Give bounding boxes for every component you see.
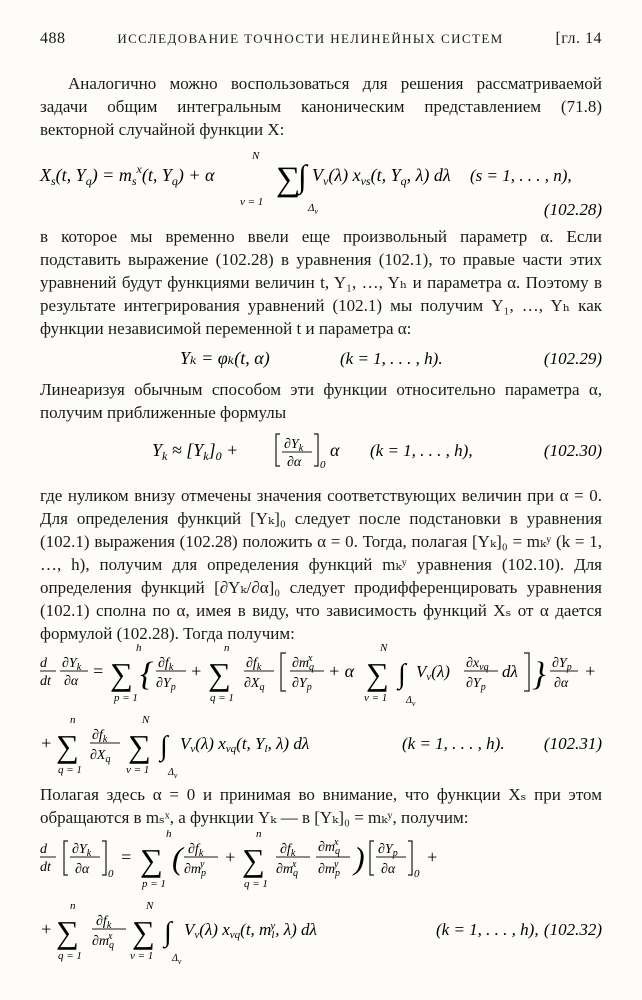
svg-text:q = 1: q = 1	[58, 950, 82, 962]
paragraph-1: Аналогично можно воспользоваться для решения рассматриваемой задачи общим интегральным каноническим представлением (71.8) векторной случайной функции X:	[40, 74, 602, 139]
svg-text:∂Yp: $\partial Y_p$	[552, 656, 572, 673]
svg-text:∂xνq: $\partial x_{\nu q}$	[466, 656, 489, 673]
svg-text:Vν(λ): Vν(λ)	[416, 662, 450, 683]
svg-text:): )	[354, 840, 365, 876]
svg-text:n: n	[70, 900, 76, 912]
sum-lower-q: q = 1	[210, 692, 234, 704]
svg-text:Δν: $\Delta_\nu$	[406, 695, 416, 708]
svg-text:∂mqx: $\partial m_qx$	[92, 931, 115, 951]
svg-text:∂Yp: $\partial Y_p$	[378, 842, 398, 859]
svg-text:∂fk: $\partial f_k$	[92, 728, 108, 745]
svg-text:d: d	[40, 656, 47, 671]
equation-body: Yₖ = φₖ(t, α)	[180, 348, 270, 368]
equation-range: (k = 1, . . . , h),	[370, 441, 473, 460]
equation-range: (k = 1, . . . , h).	[402, 734, 505, 753]
paragraph-2: в которое мы временно ввели еще произвольный параметр α. Если подставить выражение (102.28) в уравнения (102.1), то правые части этих уравнений будут функциями величин t, Y₁, …, Yₕ и параметра α. Поэтому в результате интегрирования уравнений (102.1) мы получим Y₁, …, Yₕ как функции независимой переменной t и параметра α:	[40, 227, 602, 338]
svg-text:N: N	[142, 714, 150, 726]
book-page	[40, 30, 602, 965]
svg-text:∂α: ∂α	[381, 862, 396, 877]
svg-text:Vν(λ) xνq(t, mly, λ) dλ: Vν(λ) xνq(t, mly, λ) dλ	[184, 920, 317, 941]
svg-text:q = 1: q = 1	[244, 878, 268, 890]
svg-text:∂Yk: $\partial Y_k$	[62, 656, 82, 673]
svg-text:∂Yp: $\partial Y_p$	[292, 676, 312, 693]
equation-102-31	[40, 642, 602, 780]
svg-text:=: =	[120, 847, 133, 867]
svg-text:dλ: dλ	[502, 662, 518, 681]
svg-text:∂mpy: $\partial m_py$	[184, 859, 207, 879]
svg-text:Yk ≈ [Yk]0 +: $Y_k \approx [Y_k]_0$ +	[152, 440, 239, 463]
svg-text:∂fk: $\partial f_k$	[280, 842, 296, 859]
svg-text:+: +	[40, 919, 53, 939]
svg-text:∂mqx: $\partial m_qx$	[292, 653, 315, 673]
svg-text:=: =	[92, 661, 105, 681]
svg-text:n: n	[70, 714, 76, 726]
svg-text:∂Yk: $\partial Y_k$	[284, 437, 304, 454]
paragraph-4: где нуликом внизу отмечены значения соответствующих величин при α = 0. Для определения функций [Yₖ]₀ следует после подстановки в уравнения (102.1) выражения (102.28) положить α = 0. Тогда, полагая [Yₖ]₀ = mₖʸ (k = 1, …, h), получим для определения функций mₖʸ уравнения (102.10). Для определения функций [∂Yₖ/∂α]₀ следует продифференцировать уравнения (102.1) сполна по α, имея в виду, что зависимость функций Xₛ от α дается формулой (102.28). Тогда получим:	[40, 486, 602, 643]
svg-text:+: +	[190, 661, 203, 681]
svg-text:∂Yk: $\partial Y_k$	[72, 842, 92, 859]
equation-number: (102.31)	[543, 734, 602, 753]
svg-text:∑: ∑	[366, 656, 389, 692]
svg-text:0: 0	[108, 868, 114, 880]
svg-text:∑: ∑	[56, 728, 79, 764]
svg-text:∑: ∑	[110, 656, 133, 692]
svg-text:ν = 1: ν = 1	[130, 950, 154, 962]
domain-subscript: ν	[314, 207, 319, 216]
sum-lower-nu: ν = 1	[126, 764, 150, 776]
svg-text:∂α: ∂α	[287, 455, 302, 470]
svg-text:N: N	[146, 900, 154, 912]
integral-domain	[307, 202, 318, 216]
equation-102-30	[40, 424, 602, 478]
svg-text:∫: ∫	[398, 659, 406, 690]
svg-text:(: (	[172, 840, 183, 876]
equation-range: (k = 1, . . . , h),	[436, 920, 539, 939]
equation-number: (102.29)	[543, 349, 602, 368]
equation-number: (102.28)	[543, 200, 602, 219]
svg-text:∂α: ∂α	[75, 862, 90, 877]
svg-text:∂α: ∂α	[64, 674, 79, 689]
svg-text:∑: ∑	[132, 914, 155, 950]
sum-upper-limit: N	[252, 150, 260, 162]
svg-text:}: }	[532, 656, 546, 693]
svg-text:dt: dt	[40, 674, 51, 689]
svg-text:∂fk: $\partial f_k$	[96, 914, 112, 931]
svg-text:∂Yp: $\partial Y_p$	[156, 676, 176, 693]
svg-text:+: +	[584, 661, 597, 681]
svg-text:∂fk: $\partial f_k$	[188, 842, 204, 859]
svg-text:{: {	[140, 656, 154, 693]
svg-text:∂Yp: $\partial Y_p$	[466, 676, 486, 693]
svg-text:Δν: $\Delta_\nu$	[168, 767, 178, 780]
svg-text:∂fk: $\partial f_k$	[246, 656, 262, 673]
chapter-label: [гл. 14	[555, 30, 602, 47]
svg-text:0: 0	[414, 868, 420, 880]
sum-upper-N: N	[380, 642, 388, 654]
svg-text:+: +	[426, 847, 439, 867]
svg-text:∂mqx: $\partial m_qx$	[318, 837, 341, 857]
svg-text:∫: ∫	[298, 158, 307, 194]
svg-text:∂mpy: $\partial m_py$	[318, 859, 341, 879]
svg-text:+ α: + α	[328, 661, 355, 681]
domain-symbol: Δ	[308, 202, 315, 214]
equation-102-29	[40, 340, 602, 374]
svg-text:∑: ∑	[140, 842, 163, 878]
equation-102-28	[40, 141, 602, 219]
svg-text:p = 1: p = 1	[142, 878, 166, 890]
svg-text:∂mqx: $\partial m_qx$	[276, 859, 299, 879]
svg-text:Vν(λ) xνq(t, Yl, λ) dλ: Vν(λ) xνq(t, Yl, λ) dλ	[180, 734, 310, 755]
svg-text:Xs(t, Yq) = msx(t, Yq) + α: $X_s(t$, $Y_q) = m_s^x(t$, $Y_q) + \alpha$	[40, 162, 215, 188]
svg-text:dt: dt	[40, 860, 51, 875]
sum-upper-h: h	[136, 642, 142, 654]
svg-text:∫: ∫	[164, 917, 172, 948]
sum-upper-n: n	[224, 642, 230, 654]
svg-text:∑: ∑	[56, 914, 79, 950]
svg-text:∑: ∑	[128, 728, 151, 764]
svg-text:∂fk: $\partial f_k$	[158, 656, 174, 673]
svg-text:∂α: ∂α	[554, 676, 569, 691]
sum-lower-limit: ν = 1	[240, 196, 264, 208]
svg-text:+: +	[224, 847, 237, 867]
paragraph-3: Линеаризуя обычным способом эти функции относительно параметра α, получим приближенные формулы	[40, 380, 602, 422]
running-title: ИССЛЕДОВАНИЕ ТОЧНОСТИ НЕЛИНЕЙНЫХ СИСТЕМ	[117, 31, 504, 46]
svg-text:+: +	[40, 733, 53, 753]
equation-range: (s = 1, . . . , n),	[470, 166, 572, 185]
svg-text:∫: ∫	[160, 731, 168, 762]
svg-text:0: 0	[320, 459, 326, 471]
svg-text:Vν(λ) xνs(t, Yq, λ) dλ: $V_\nu(\lambda)$ $x_{\nu s}(t$, $Y_q$, λ) dλ	[312, 165, 451, 188]
svg-text:ν = 1: ν = 1	[364, 692, 388, 704]
svg-text:∂Xq: $\partial X_q$	[244, 676, 265, 693]
svg-text:∑: ∑	[276, 161, 301, 198]
svg-text:∑: ∑	[242, 842, 265, 878]
svg-text:q = 1: q = 1	[58, 764, 82, 776]
svg-text:Δν: $\Delta_\nu$	[172, 953, 182, 966]
svg-text:h: h	[166, 828, 172, 840]
equation-102-32	[40, 829, 602, 965]
svg-text:∂Xq: $\partial X_q$	[90, 748, 111, 765]
svg-text:∑: ∑	[208, 656, 231, 692]
svg-text:α: α	[330, 440, 340, 460]
page-number: 488	[40, 30, 66, 47]
running-header	[40, 30, 602, 58]
equation-number: (102.30)	[543, 441, 602, 460]
svg-text:n: n	[256, 828, 262, 840]
svg-text:d: d	[40, 842, 47, 857]
equation-number: (102.32)	[543, 920, 602, 939]
paragraph-5: Полагая здесь α = 0 и принимая во внимание, что функции Xₛ при этом обращаются в mₛˣ, а функции Yₖ — в [Yₖ]₀ = mₖʸ, получим:	[40, 785, 602, 827]
sum-lower-p: p = 1	[114, 692, 138, 704]
equation-range: (k = 1, . . . , h).	[340, 349, 443, 368]
